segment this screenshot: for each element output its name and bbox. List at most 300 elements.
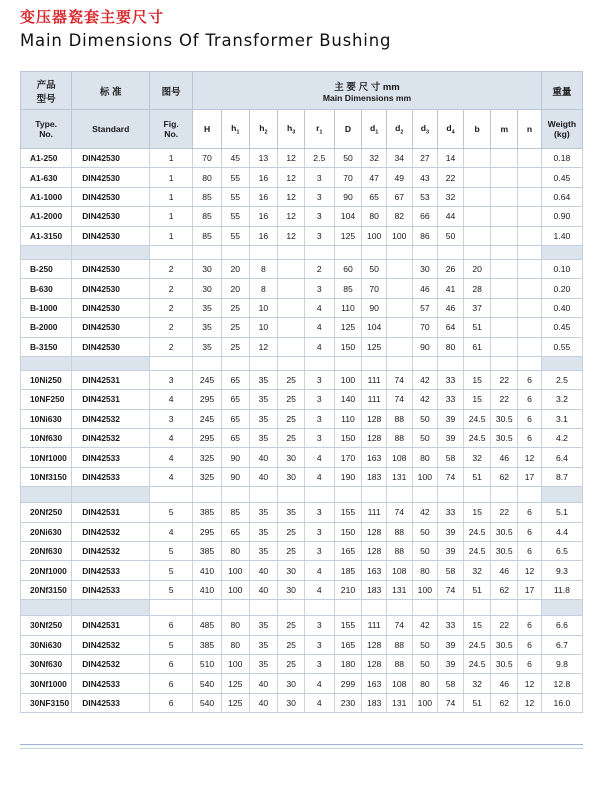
dimension-cell: 100 <box>221 561 249 580</box>
dimension-cell: 4 <box>304 693 334 712</box>
dim-col-header: $h_2$ <box>249 110 278 149</box>
dimension-cell: 325 <box>193 467 222 486</box>
dimension-cell: 210 <box>334 580 362 599</box>
weight-cell: 0.10 <box>541 259 582 278</box>
dimension-cell: 85 <box>334 279 362 298</box>
table-header <box>21 72 583 149</box>
dimension-cell <box>386 279 412 298</box>
dimension-cell: 33 <box>438 370 464 389</box>
dimension-cell: 25 <box>278 370 305 389</box>
dimension-cell: 55 <box>221 207 249 226</box>
table-row <box>21 409 583 428</box>
dimension-cell: 65 <box>362 187 387 206</box>
footer-rule-thin <box>20 748 583 749</box>
dimension-cell <box>518 259 542 278</box>
dimension-cell: 50 <box>412 654 438 673</box>
dimension-cell: 43 <box>412 168 438 187</box>
dimension-cell: 100 <box>412 580 438 599</box>
dimension-cell: 30 <box>278 561 305 580</box>
weight-cell: 12.8 <box>541 674 582 693</box>
dimension-cell: 62 <box>491 693 518 712</box>
dimension-cell: 155 <box>334 616 362 635</box>
standard-cell: DIN42530 <box>72 279 150 298</box>
weight-cell: 1.40 <box>541 226 582 245</box>
dim-col-header: $h_3$ <box>278 110 305 149</box>
weight-cell: 6.5 <box>541 542 582 561</box>
standard-cell: DIN42532 <box>72 409 150 428</box>
standard-cell: DIN42531 <box>72 370 150 389</box>
dimension-cell: 26 <box>438 259 464 278</box>
dimension-cell: 3 <box>304 429 334 448</box>
dimension-cell: 4 <box>304 298 334 317</box>
dimension-cell: 6 <box>518 390 542 409</box>
dimension-cell: 3 <box>304 226 334 245</box>
dimension-cell: 30.5 <box>491 409 518 428</box>
dimension-cell: 40 <box>249 561 278 580</box>
type-cell: A1-2000 <box>21 207 72 226</box>
dimension-cell: 111 <box>362 616 387 635</box>
standard-cell: DIN42532 <box>72 635 150 654</box>
dimension-cell: 150 <box>334 522 362 541</box>
weight-cell: 8.7 <box>541 467 582 486</box>
dimension-cell: 58 <box>438 561 464 580</box>
standard-cell: DIN42530 <box>72 259 150 278</box>
dimension-cell: 80 <box>193 168 222 187</box>
dimension-cell: 3 <box>304 187 334 206</box>
dimension-cell: 3 <box>304 654 334 673</box>
standard-header-cn: 标 准 <box>72 72 150 110</box>
dimension-cell: 30.5 <box>491 522 518 541</box>
type-cell: 20Nf630 <box>21 542 72 561</box>
dimension-cell: 6 <box>518 370 542 389</box>
dimension-cell: 85 <box>221 503 249 522</box>
dimension-cell: 35 <box>278 503 305 522</box>
type-cell: A1-630 <box>21 168 72 187</box>
standard-cell: DIN42533 <box>72 561 150 580</box>
weight-cell: 0.90 <box>541 207 582 226</box>
dimension-cell: 51 <box>463 467 491 486</box>
dimension-cell: 163 <box>362 674 387 693</box>
table-row <box>21 337 583 356</box>
dimension-cell: 108 <box>386 448 412 467</box>
dimension-cell: 131 <box>386 580 412 599</box>
fig-cell: 4 <box>150 522 193 541</box>
table-row <box>21 370 583 389</box>
standard-cell: DIN42532 <box>72 522 150 541</box>
dimension-cell: 12 <box>278 226 305 245</box>
dimension-cell: 39 <box>438 429 464 448</box>
dim-col-header: $d_4$ <box>438 110 464 149</box>
dimension-cell: 100 <box>221 654 249 673</box>
dimension-cell: 30.5 <box>491 429 518 448</box>
dimension-cell: 16 <box>249 168 278 187</box>
dimension-cell: 74 <box>386 503 412 522</box>
table-row <box>21 561 583 580</box>
weight-cell: 0.18 <box>541 149 582 168</box>
table-row <box>21 279 583 298</box>
dimension-cell: 82 <box>386 207 412 226</box>
type-cell: 10Ni250 <box>21 370 72 389</box>
dimension-cell: 230 <box>334 693 362 712</box>
dimension-cell: 37 <box>463 298 491 317</box>
dimension-cell: 100 <box>412 693 438 712</box>
table-row <box>21 503 583 522</box>
dimension-cell: 163 <box>362 448 387 467</box>
type-cell: 20Nf3150 <box>21 580 72 599</box>
dimension-cell: 25 <box>278 654 305 673</box>
page-title-cn: 变压器瓷套主要尺寸 <box>20 8 165 26</box>
dimension-cell: 35 <box>193 337 222 356</box>
dimension-cell: 108 <box>386 561 412 580</box>
fig-cell: 4 <box>150 467 193 486</box>
standard-cell: DIN42533 <box>72 693 150 712</box>
dimension-cell <box>386 318 412 337</box>
dimension-cell: 40 <box>249 693 278 712</box>
dimension-cell <box>386 259 412 278</box>
dimension-cell: 47 <box>362 168 387 187</box>
dimension-cell: 12 <box>278 187 305 206</box>
dimension-cell: 90 <box>412 337 438 356</box>
standard-header: Standard <box>72 110 150 149</box>
dimension-cell: 25 <box>278 635 305 654</box>
dim-col-header: $d_2$ <box>386 110 412 149</box>
dimension-cell: 12 <box>249 337 278 356</box>
dimension-cell: 30 <box>278 448 305 467</box>
dimension-cell: 30 <box>412 259 438 278</box>
dimension-cell: 55 <box>221 187 249 206</box>
dimension-cell: 50 <box>412 542 438 561</box>
type-cell: 10NF250 <box>21 390 72 409</box>
weight-cell: 0.64 <box>541 187 582 206</box>
dimension-cell: 74 <box>386 616 412 635</box>
table-row <box>21 542 583 561</box>
dimension-cell: 4 <box>304 674 334 693</box>
dimension-cell: 3 <box>304 168 334 187</box>
fig-cell: 1 <box>150 226 193 245</box>
dimension-cell: 2 <box>304 259 334 278</box>
main-dimensions-header: 主 要 尺 寸 mm Main Dimensions mm <box>193 72 542 110</box>
dimension-cell: 46 <box>491 561 518 580</box>
table-row <box>21 467 583 486</box>
fig-header-cn: 图号 <box>150 72 193 110</box>
dimension-cell: 35 <box>249 409 278 428</box>
dimension-cell: 67 <box>386 187 412 206</box>
dimension-cell: 150 <box>334 429 362 448</box>
dimension-cell <box>491 337 518 356</box>
table-row <box>21 654 583 673</box>
fig-header: Fig. No. <box>150 110 193 149</box>
type-cell: 30NF3150 <box>21 693 72 712</box>
weight-header-cn: 重量 <box>541 72 582 110</box>
dimension-cell <box>386 298 412 317</box>
dimension-cell <box>463 207 491 226</box>
dimension-cell: 30 <box>278 580 305 599</box>
dimension-cell: 13 <box>249 149 278 168</box>
fig-cell: 6 <box>150 674 193 693</box>
type-header: Type. No. <box>21 110 72 149</box>
dimension-cell: 104 <box>334 207 362 226</box>
dimension-cell: 35 <box>249 390 278 409</box>
table-row <box>21 259 583 278</box>
dimension-cell: 30 <box>278 693 305 712</box>
dimension-cell: 325 <box>193 448 222 467</box>
dimension-cell: 150 <box>334 337 362 356</box>
dimension-cell: 60 <box>334 259 362 278</box>
dimension-cell: 35 <box>249 616 278 635</box>
table-row <box>21 429 583 448</box>
weight-cell: 0.55 <box>541 337 582 356</box>
weight-cell: 3.1 <box>541 409 582 428</box>
dimension-cell: 12 <box>518 561 542 580</box>
type-cell: 10Nf3150 <box>21 467 72 486</box>
dimension-cell: 65 <box>221 370 249 389</box>
dimension-cell: 22 <box>491 390 518 409</box>
dimension-cell: 88 <box>386 635 412 654</box>
type-cell: B-3150 <box>21 337 72 356</box>
dimension-cell: 165 <box>334 542 362 561</box>
dimension-cell: 30 <box>278 467 305 486</box>
dimension-cell: 140 <box>334 390 362 409</box>
dimension-cell: 25 <box>278 429 305 448</box>
dimension-cell: 3 <box>304 503 334 522</box>
dimension-cell <box>518 207 542 226</box>
dimension-cell <box>491 318 518 337</box>
dimension-cell: 24.5 <box>463 409 491 428</box>
weight-cell: 0.45 <box>541 168 582 187</box>
dim-col-header: m <box>491 110 518 149</box>
group-separator <box>21 245 583 259</box>
dimension-cell: 16 <box>249 187 278 206</box>
dimension-cell: 410 <box>193 580 222 599</box>
dimension-cell: 2.5 <box>304 149 334 168</box>
dimension-cell <box>518 279 542 298</box>
table-row <box>21 149 583 168</box>
dimension-cell: 410 <box>193 561 222 580</box>
dimension-cell <box>278 279 305 298</box>
dimension-cell: 131 <box>386 467 412 486</box>
dimension-cell: 90 <box>362 298 387 317</box>
dimension-cell <box>491 187 518 206</box>
weight-header: Weigth (kg) <box>541 110 582 149</box>
dimension-cell: 295 <box>193 429 222 448</box>
table-body <box>21 149 583 713</box>
type-cell: 30Nf250 <box>21 616 72 635</box>
dimension-cell: 30.5 <box>491 654 518 673</box>
table-row <box>21 298 583 317</box>
table-row <box>21 693 583 712</box>
dimension-cell: 110 <box>334 298 362 317</box>
dimension-cell: 540 <box>193 693 222 712</box>
footer-rule <box>20 744 583 745</box>
table-row <box>21 207 583 226</box>
fig-cell: 6 <box>150 654 193 673</box>
dimension-cell: 15 <box>463 503 491 522</box>
dimension-cell: 33 <box>438 390 464 409</box>
table-row <box>21 580 583 599</box>
dimension-cell: 28 <box>463 279 491 298</box>
dimension-cell: 41 <box>438 279 464 298</box>
type-cell: A1-1000 <box>21 187 72 206</box>
dimension-cell: 245 <box>193 370 222 389</box>
group-separator <box>21 600 583 616</box>
dimension-cell: 15 <box>463 616 491 635</box>
dimension-cell: 100 <box>221 580 249 599</box>
type-cell: 30Nf630 <box>21 654 72 673</box>
dimension-cell: 58 <box>438 448 464 467</box>
dimension-cell: 46 <box>491 448 518 467</box>
dimension-cell: 6 <box>518 654 542 673</box>
dimension-cell: 25 <box>278 616 305 635</box>
dimension-cell <box>518 187 542 206</box>
fig-cell: 3 <box>150 370 193 389</box>
dimension-cell: 50 <box>412 635 438 654</box>
standard-cell: DIN42533 <box>72 674 150 693</box>
dimension-cell: 35 <box>193 318 222 337</box>
weight-cell: 0.40 <box>541 298 582 317</box>
dimension-cell: 80 <box>221 542 249 561</box>
dimension-cell: 70 <box>362 279 387 298</box>
dimension-cell: 25 <box>278 522 305 541</box>
dimension-cell: 39 <box>438 542 464 561</box>
type-cell: 20Nf1000 <box>21 561 72 580</box>
dimension-cell: 32 <box>438 187 464 206</box>
weight-cell: 6.6 <box>541 616 582 635</box>
dimension-cell <box>491 168 518 187</box>
fig-cell: 5 <box>150 542 193 561</box>
dimension-cell: 44 <box>438 207 464 226</box>
dimension-cell: 42 <box>412 370 438 389</box>
dimension-cell: 51 <box>463 580 491 599</box>
dimension-cell: 299 <box>334 674 362 693</box>
weight-cell: 11.8 <box>541 580 582 599</box>
dimension-cell: 61 <box>463 337 491 356</box>
dimension-cell: 12 <box>278 168 305 187</box>
weight-cell: 9.3 <box>541 561 582 580</box>
standard-cell: DIN42530 <box>72 226 150 245</box>
dimension-cell: 3 <box>304 522 334 541</box>
dimension-cell: 16 <box>249 226 278 245</box>
type-cell: 30Nf1000 <box>21 674 72 693</box>
dimension-cell: 34 <box>386 149 412 168</box>
dimension-cell <box>278 298 305 317</box>
dimension-cell: 16 <box>249 207 278 226</box>
dimension-cell: 51 <box>463 318 491 337</box>
dimension-cell: 35 <box>249 522 278 541</box>
dimension-cell: 25 <box>221 298 249 317</box>
dimension-cell: 40 <box>249 674 278 693</box>
fig-cell: 2 <box>150 279 193 298</box>
dimension-cell: 57 <box>412 298 438 317</box>
dimension-cell: 128 <box>362 635 387 654</box>
fig-cell: 5 <box>150 635 193 654</box>
table-row <box>21 522 583 541</box>
dimension-cell: 50 <box>412 429 438 448</box>
dimension-cell <box>518 149 542 168</box>
dim-col-header: D <box>334 110 362 149</box>
dimension-cell: 35 <box>249 429 278 448</box>
dimension-cell: 90 <box>221 467 249 486</box>
dimension-cell <box>278 318 305 337</box>
dimension-cell: 110 <box>334 409 362 428</box>
dimension-cell: 55 <box>221 168 249 187</box>
weight-cell: 4.4 <box>541 522 582 541</box>
dimension-cell: 183 <box>362 693 387 712</box>
standard-cell: DIN42532 <box>72 429 150 448</box>
dimension-cell: 12 <box>518 693 542 712</box>
dimension-cell: 90 <box>334 187 362 206</box>
dimension-cell: 128 <box>362 522 387 541</box>
dimension-cell: 3 <box>304 616 334 635</box>
dimension-cell: 111 <box>362 503 387 522</box>
dimension-cell: 24.5 <box>463 542 491 561</box>
table-row <box>21 448 583 467</box>
standard-cell: DIN42530 <box>72 187 150 206</box>
dimension-cell: 42 <box>412 390 438 409</box>
standard-cell: DIN42530 <box>72 318 150 337</box>
dimension-cell <box>491 226 518 245</box>
dimension-cell: 22 <box>491 370 518 389</box>
dimension-cell: 185 <box>334 561 362 580</box>
dimension-cell: 35 <box>249 503 278 522</box>
dimension-cell: 12 <box>278 149 305 168</box>
dimension-cell <box>491 207 518 226</box>
fig-cell: 1 <box>150 168 193 187</box>
dimension-cell: 20 <box>221 279 249 298</box>
weight-cell: 2.5 <box>541 370 582 389</box>
dimension-cell: 33 <box>438 616 464 635</box>
dimension-cell: 15 <box>463 390 491 409</box>
dimension-cell: 25 <box>221 318 249 337</box>
dimension-cell: 180 <box>334 654 362 673</box>
dim-col-header: $h_1$ <box>221 110 249 149</box>
standard-cell: DIN42530 <box>72 298 150 317</box>
fig-cell: 2 <box>150 318 193 337</box>
dimension-cell: 100 <box>412 467 438 486</box>
standard-cell: DIN42532 <box>72 542 150 561</box>
dimension-cell: 46 <box>438 298 464 317</box>
type-cell: 20Ni630 <box>21 522 72 541</box>
dimension-cell: 128 <box>362 409 387 428</box>
dimension-cell: 35 <box>249 542 278 561</box>
dimension-cell: 49 <box>386 168 412 187</box>
type-cell: 10Nf1000 <box>21 448 72 467</box>
dimension-cell: 90 <box>221 448 249 467</box>
dimension-cell: 50 <box>362 259 387 278</box>
dimension-cell: 111 <box>362 370 387 389</box>
dimension-cell: 3 <box>304 390 334 409</box>
dimension-cell <box>491 259 518 278</box>
dimension-cell: 30 <box>193 259 222 278</box>
dimension-cell <box>278 259 305 278</box>
dimension-cell: 128 <box>362 429 387 448</box>
dimension-cell: 74 <box>386 370 412 389</box>
dimension-cell: 65 <box>221 522 249 541</box>
dimension-cell <box>518 298 542 317</box>
dimension-cell: 53 <box>412 187 438 206</box>
dimension-cell: 111 <box>362 390 387 409</box>
dimension-cell: 170 <box>334 448 362 467</box>
dimension-cell: 17 <box>518 467 542 486</box>
fig-cell: 6 <box>150 616 193 635</box>
dimension-cell <box>518 337 542 356</box>
page-title-en: Main Dimensions Of Transformer Bushing <box>20 31 392 50</box>
dimension-cell: 32 <box>463 448 491 467</box>
dimension-cell: 40 <box>249 467 278 486</box>
dimension-cell: 80 <box>221 635 249 654</box>
dimension-cell: 85 <box>193 187 222 206</box>
dimension-cell: 88 <box>386 429 412 448</box>
table-row <box>21 390 583 409</box>
